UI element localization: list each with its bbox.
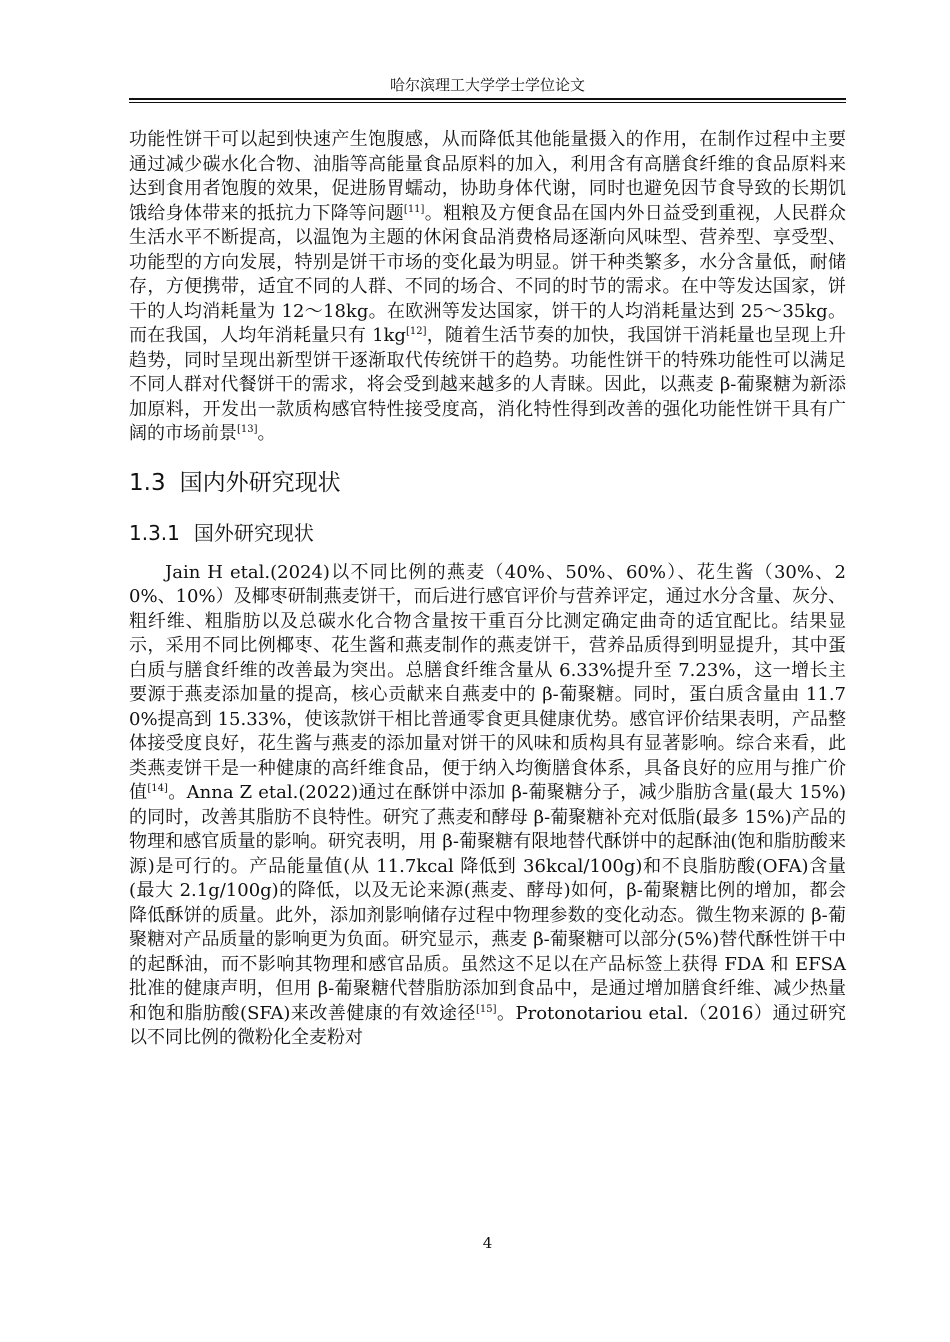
paragraph-text: ，随着生活节奏的加快，我国饼干消耗量也呈现上升趋势，同时呈现出新型饼干逐渐取代传统饼干的趋势。功能性饼干的特殊功能性可以满足不同人群对代餐饼干的需求，将会受到越来越多的人青睐。因此，以燕麦 β-葡聚糖为新添加原料，开发出一款质构感官特性接受度高，消化特性得到改善的强化功能性饼干具有广阔的市场前景 xyxy=(129,325,847,444)
citation: [12] xyxy=(405,326,427,337)
paragraph-text: 。 xyxy=(257,423,276,444)
paragraph-text: 。Anna Z etal.(2022)通过在酥饼中添加 β-葡聚糖分子，减少脂肪含量(最大 15%)的同时，改善其脂肪不良特性。研究了燕麦和酵母 β-葡聚糖补充对低脂(最多 15%)产品的物理和感官质量的影响。研究表明，用 β-葡聚糖有限地替代酥饼中的起酥油(饱和脂肪酸来源)是可行的。产品能量值(从 11.7kcal 降低到 36kcal/100g)和不良脂肪酸(OFA)含量(最大 2.1g/100g)的降低，以及无论来源(燕麦、酵母)如何，β-葡聚糖比例的增加，都会降低酥饼的质量。此外，添加剂影响储存过程中物理参数的变化动态。微生物来源的 β-葡聚糖对产品质量的影响更为负面。研究显示，燕麦 β-葡聚糖可以部分(5%)替代酥性饼干中的起酥油，而不影响其物理和感官品质。虽然这不足以在产品标签上获得 FDA 和 EFSA 批准的健康声明，但用 β-葡聚糖代替脂肪添加到食品中，是通过增加膳食纤维、减少热量和饱和脂肪酸(SFA)来改善健康的有效途径 xyxy=(129,782,846,1024)
section-number: 1.3 xyxy=(129,469,166,496)
paragraph-text: Jain H etal.(2024)以不同比例的燕麦（40%、50%、60%）、花生酱（30%、20%、10%）及椰枣研制燕麦饼干，而后进行感官评价与营养评定，通过水分含量、灰分、粗纤维、粗脂肪以及总碳水化合物含量按干重百分比测定确定曲奇的适宜配比。结果显示，采用不同比例椰枣、花生酱和燕麦制作的燕麦饼干，营养品质得到明显提升，其中蛋白质与膳食纤维的改善最为突出。总膳食纤维含量从 6.33%提升至 7.23%，这一增长主要源于燕麦添加量的提高，核心贡献来自燕麦中的 β-葡聚糖。同时，蛋白质含量由 11.70%提高到 15.33%，使该款饼干相比普通零食更具健康优势。感官评价结果表明，产品整体接受度良好，花生酱与燕麦的添加量对饼干的风味和质构具有显著影响。综合来看，此类燕麦饼干是一种健康的高纤维食品，便于纳入均衡膳食体系，具备良好的应用与推广价值 xyxy=(129,561,846,803)
running-header: 哈尔滨理工大学学士学位论文 xyxy=(389,76,585,94)
header-rule-thin xyxy=(129,102,846,103)
paragraph-foreign-research xyxy=(129,561,846,1051)
page-body xyxy=(129,128,846,1051)
paragraph-text: 。Protonotariou etal.（2016）通过研究以不同比例的微粉化全麦粉对 xyxy=(129,1002,846,1048)
section-heading xyxy=(129,467,846,499)
page-number: 4 xyxy=(482,1234,493,1252)
citation: [14] xyxy=(147,783,168,794)
citation: [11] xyxy=(403,203,425,215)
subsection-heading xyxy=(129,519,846,547)
header-rule-thick xyxy=(129,98,846,100)
citation: [15] xyxy=(475,1003,497,1015)
subsection-title: 国外研究现状 xyxy=(193,520,314,545)
section-title: 国内外研究现状 xyxy=(179,469,341,496)
paragraph-text: 功能性饼干可以起到快速产生饱腹感，从而降低其他能量摄入的作用，在制作过程中主要通过减少碳水化合物、油脂等高能量食品原料的加入，利用含有高膳食纤维的食品原料来达到食用者饱腹的效果，促进肠胃蠕动，协助身体代谢，同时也避免因节食导致的长期饥饿给身体带来的抵抗力下降等问题 xyxy=(129,129,846,224)
paragraph-text: 。粗粮及方便食品在国内外日益受到重视，人民群众生活水平不断提高，以温饱为主题的休闲食品消费格局逐渐向风味型、营养型、享受型、功能型的方向发展，特别是饼干市场的变化最为明显。饼干种类繁多，水分含量低，耐储存，方便携带，适宜不同的人群、不同的场合、不同的时节的需求。在中等发达国家，饼干的人均消耗量为 12～18kg。在欧洲等发达国家，饼干的人均消耗量达到 25～35kg。而在我国，人均年消耗量只有 1kg xyxy=(129,202,846,346)
subsection-number: 1.3.1 xyxy=(129,520,180,545)
paragraph-functional-biscuits xyxy=(129,128,846,447)
citation: [13] xyxy=(237,424,258,435)
